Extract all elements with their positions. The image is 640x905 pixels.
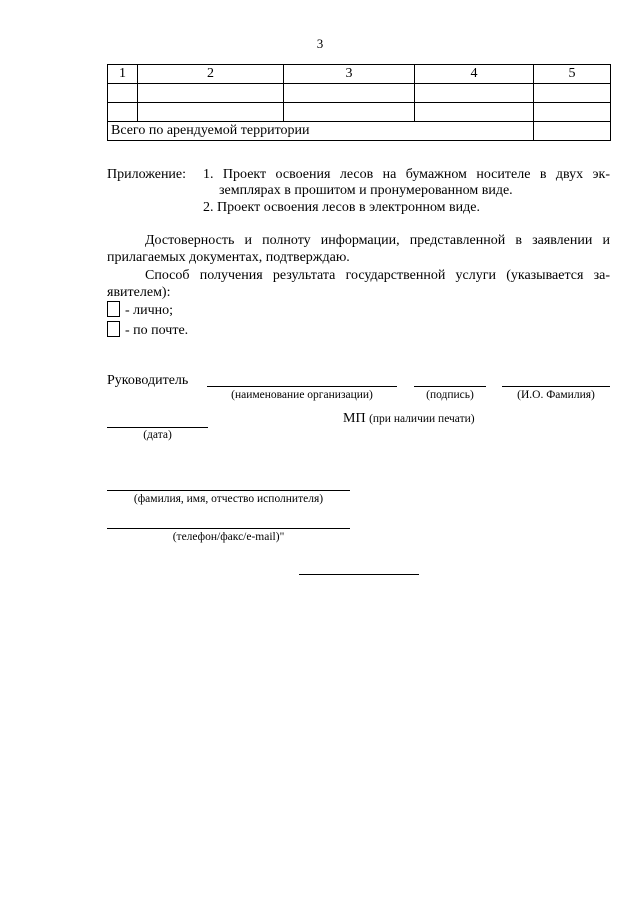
table-header-cell: 2 <box>138 65 284 84</box>
stamp-label <box>343 410 475 428</box>
table-row <box>108 84 611 103</box>
contact-caption: (телефон/факс/e-mail)" <box>172 531 285 543</box>
territory-table <box>107 64 611 141</box>
appendix-label: Приложение: <box>107 167 187 182</box>
org-name-caption: (наименование организации) <box>231 389 373 401</box>
table-total-label: Всего по арендуемой территории <box>108 122 534 141</box>
table-cell <box>284 103 415 122</box>
stamp-main: МП <box>343 411 366 426</box>
page-number: 3 <box>316 36 324 51</box>
option-personal-checkbox[interactable] <box>107 301 120 317</box>
option-mail-checkbox[interactable] <box>107 321 120 337</box>
table-cell <box>534 103 611 122</box>
table-row <box>108 103 611 122</box>
appendix-item-1-line-1: 1. Проект освоения лесов на бумажном носителе в двух эк- <box>203 167 610 182</box>
date-caption: (дата) <box>143 429 172 441</box>
signature-caption: (подпись) <box>426 389 474 401</box>
full-name-line <box>502 386 610 387</box>
option-personal-label: - лично; <box>125 303 174 318</box>
appendix-item-1-line-2: земплярах в прошитом и пронумерованном виде. <box>219 183 513 198</box>
table-header-cell: 1 <box>108 65 138 84</box>
table-cell <box>284 84 415 103</box>
table-cell <box>415 103 534 122</box>
table-header-cell: 3 <box>284 65 415 84</box>
table-cell <box>138 84 284 103</box>
confirmation-line-2: прилагаемых документах, подтверждаю. <box>107 250 350 265</box>
table-cell <box>108 103 138 122</box>
executor-line <box>107 490 350 491</box>
method-line-1: Способ получения результата государственной услуги (указывается за- <box>145 268 610 283</box>
table-cell <box>415 84 534 103</box>
full-name-caption: (И.О. Фамилия) <box>517 389 595 401</box>
stamp-note: (при наличии печати) <box>369 413 475 425</box>
table-cell <box>108 84 138 103</box>
table-cell <box>534 84 611 103</box>
appendix-item-2: 2. Проект освоения лесов в электронном виде. <box>203 200 480 215</box>
option-mail-label: - по почте. <box>125 323 189 338</box>
closing-line <box>299 574 419 575</box>
head-label: Руководитель <box>107 373 189 388</box>
signature-line <box>414 386 486 387</box>
executor-caption: (фамилия, имя, отчество исполнителя) <box>133 493 324 505</box>
confirmation-line-1: Достоверность и полноту информации, представленной в заявлении и <box>145 233 610 248</box>
method-line-2: явителем): <box>107 285 171 300</box>
table-header-cell: 4 <box>415 65 534 84</box>
table-header-row <box>108 65 611 84</box>
org-name-line <box>207 386 397 387</box>
contact-line <box>107 528 350 529</box>
table-total-value <box>534 122 611 141</box>
table-cell <box>138 103 284 122</box>
table-header-cell: 5 <box>534 65 611 84</box>
table-total-row <box>108 122 611 141</box>
